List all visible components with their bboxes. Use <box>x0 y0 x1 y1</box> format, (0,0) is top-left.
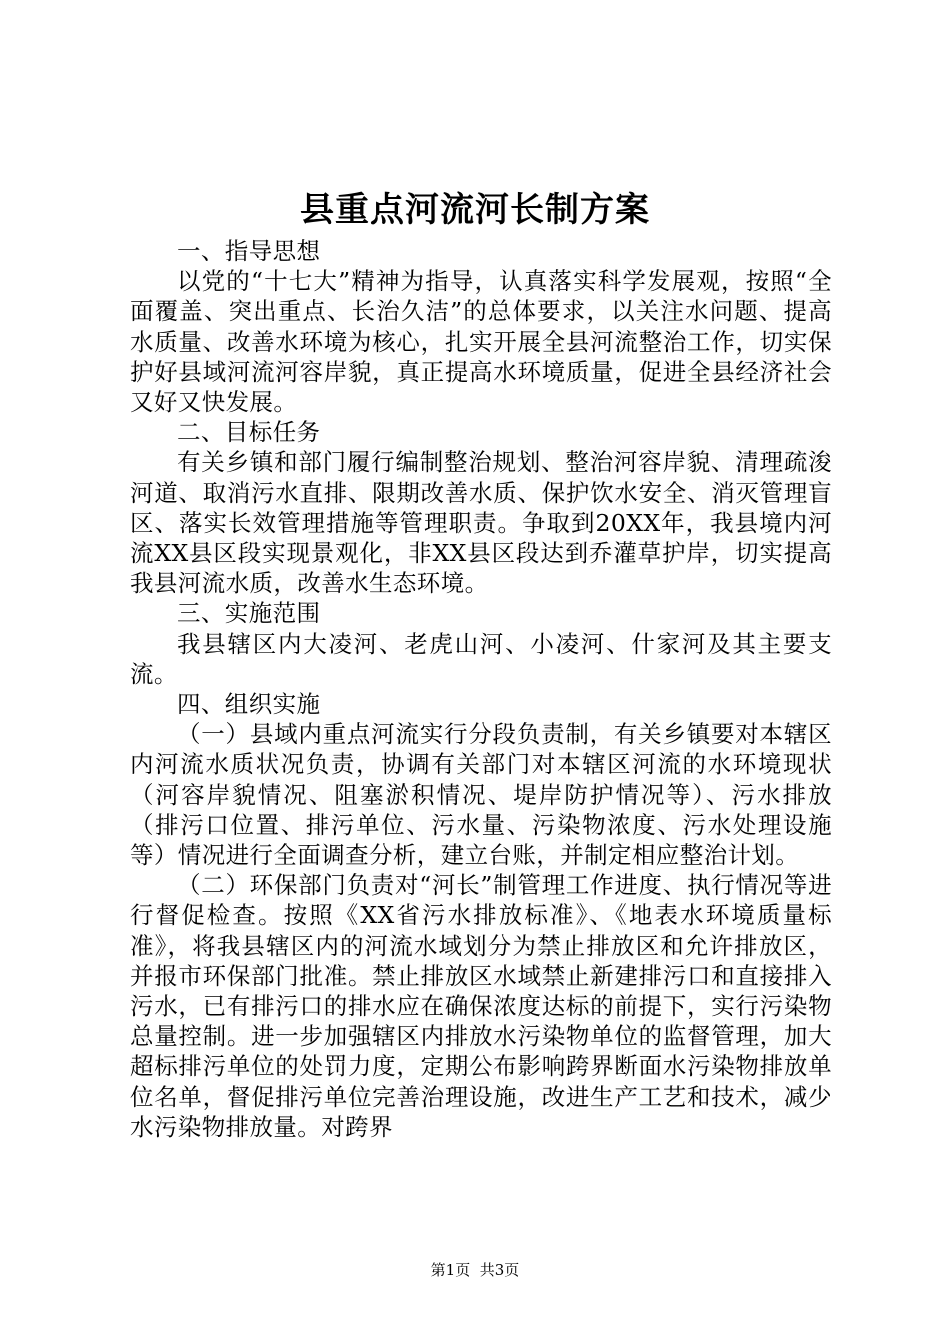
paragraph: 我县辖区内大凌河、老虎山河、小凌河、什家河及其主要支流。 <box>130 629 832 688</box>
section-heading: 二、目标任务 <box>177 418 321 447</box>
document-body <box>130 236 832 1142</box>
page-number: 第1页 <box>430 1261 471 1279</box>
paragraph: （二）环保部门负责对“河长”制管理工作进度、执行情况等进行督促检查。按照《XX省污水排放标准》、《地表水环境质量标准》，将我县辖区内的河流水域划分为禁止排放区和允许排放区，并报市环保部门批准。禁止排放区水域禁止新建排污口和直接排入污水，已有排污口的排水应在确保浓度达标的前提下，实行污染物总量控制。进一步加强辖区内排放水污染物单位的监督管理，加大超标排污单位的处罚力度，定期公布影响跨界断面水污染物排放单位名单，督促排污单位完善治理设施，改进生产工艺和技术，减少水污染物排放量。对跨界 <box>130 871 832 1141</box>
paragraph: 有关乡镇和部门履行编制整治规划、整治河容岸貌、清理疏浚河道、取消污水直排、限期改善水质、保护饮水安全、消灭管理盲区、落实长效管理措施等管理职责。争取到20XX年，我县境内河流XX县区段实现景观化，非XX县区段达到乔灌草护岸，切实提高我县河流水质，改善水生态环境。 <box>130 448 832 598</box>
section-heading: 一、指导思想 <box>177 237 321 265</box>
section-heading: 四、组织实施 <box>177 690 321 719</box>
paragraph: 以党的“十七大”精神为指导，认真落实科学发展观，按照“全面覆盖、突出重点、长治久洁”的总体要求，以关注水问题、提高水质量、改善水环境为核心，扎实开展全县河流整治工作，切实保护好县域河流河容岸貌，真正提高水环境质量，促进全县经济社会又好又快发展。 <box>130 267 832 417</box>
section-heading: 三、实施范围 <box>177 599 321 628</box>
page-footer <box>0 1260 950 1280</box>
paragraph: （一）县域内重点河流实行分段负责制，有关乡镇要对本辖区内河流水质状况负责，协调有关部门对本辖区河流的水环境现状（河容岸貌情况、阻塞淤积情况、堤岸防护情况等）、污水排放（排污口位置、排污单位、污水量、污染物浓度、污水处理设施等）情况进行全面调查分析，建立台账，并制定相应整治计划。 <box>130 720 832 870</box>
page-total: 共3页 <box>479 1261 520 1279</box>
page-title: 县重点河流河长制方案 <box>300 190 650 230</box>
